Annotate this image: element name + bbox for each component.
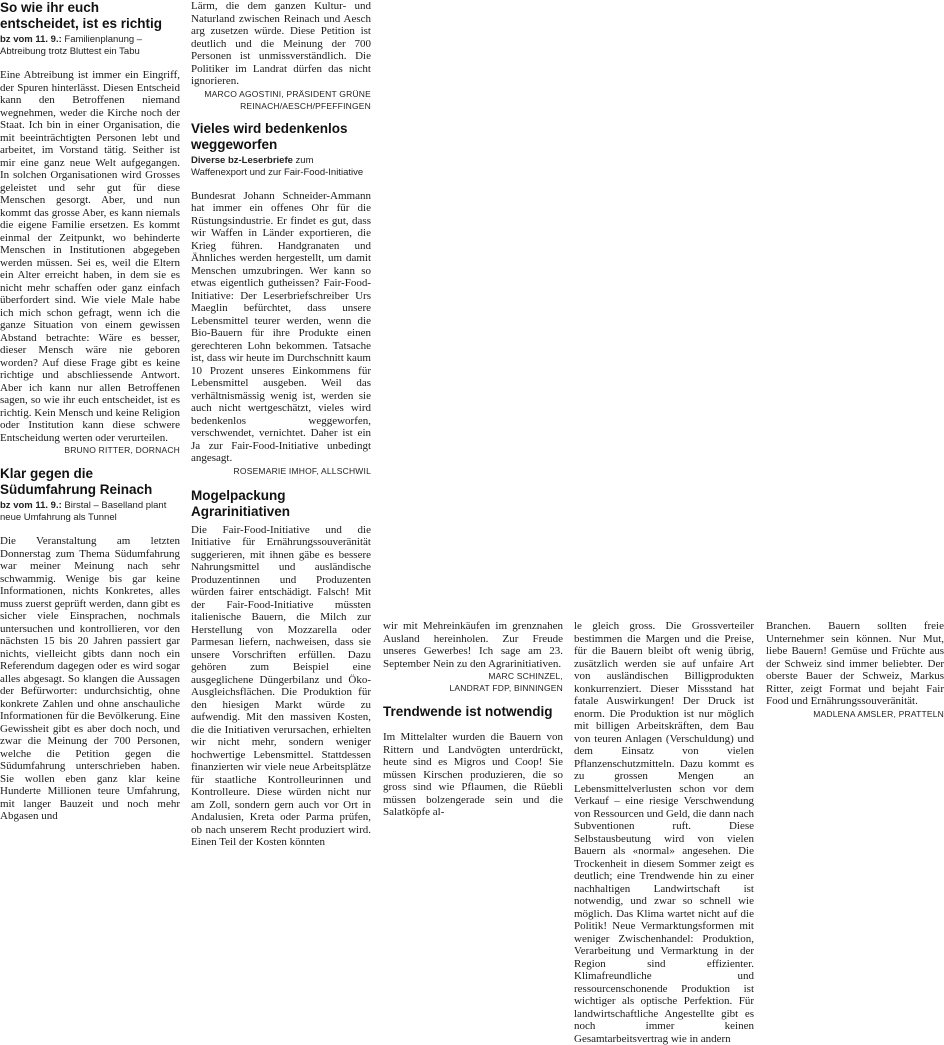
column-1 bbox=[0, 0, 180, 823]
letter-body: Im Mittelalter wurden die Bauern von Rittern und Landvögten unterdrückt, heute sind es Migros und Coop! Sie müssen Kirschen produzieren, die so gross sind wie Pflaumen, die Rüebli müssen bolzengerade sein und die Salatköpfe al- bbox=[383, 731, 563, 818]
headline-weggeworfen: Vieles wird bedenkenlos weggeworfen bbox=[191, 120, 348, 152]
reference-line bbox=[191, 155, 371, 179]
reference-source: bz vom 11. 9.: bbox=[0, 34, 62, 45]
letter-signature-line2: REINACH/AESCH/PFEFFINGEN bbox=[240, 100, 371, 111]
letter-body: Eine Abtreibung ist immer ein Eingriff, der Spuren hinterlässt. Diesen Entscheid kann den Betroffenen niemand wegnehmen, weder die Kirche noch der Staat. Ich bin in einer Organisation, die mit beeinträchtigten Personen lebt und arbeitet, im Vorstand tätig. Seither ist mir eine ganz neue Welt aufgegangen. In solchen Organisationen wird Grosses geleistet und sehr gut für diese Menschen gesorgt. Aber, und nun kommt das grosse Aber, es kann niemals die eigene Familie ersetzen. Es kommt einmal der Zeitpunkt, wo behinderte Menschen in Institutionen abgegeben werden müssen. Sei es, weil die Eltern ein Alter erreicht haben, in dem sie es nicht mehr schaffen oder ganz einfach überfordert sind. Wie viele Male habe ich mich schon gefragt, wenn ich die ganze Situation von einem gewissen Abstand betrachte: Wäre es besser, dieser Mensch wäre nie geboren worden? Auf diese Frage gibt es keine richtige und abschliessende Antwort. Aber ich kann nur allen Betroffenen sagen, so wie ihr euch entscheidet, ist es richtig. Kein Mensch und keine Religion oder Institution kann diese schwere Entscheidung werten oder verurteilen. bbox=[0, 69, 180, 444]
reference-source: Diverse bz-Leserbriefe bbox=[191, 154, 293, 166]
headline-mogelpackung: Mogelpackung Agrarinitiativen bbox=[191, 487, 291, 519]
letter-body-continued: Lärm, die dem ganzen Kultur- und Naturland zwischen Reinach und Aesch arg zusetzen würde. Diese Petition ist deutlich und die Meinung der 700 Personen ist unmissverständlich. Die Politiker im Landrat dürfen das nicht ignorieren. bbox=[191, 0, 371, 87]
reference-line bbox=[0, 500, 180, 524]
letter-signature: MARC SCHINZEL, bbox=[488, 671, 563, 681]
letter-body: Die Fair-Food-Initiative und die Initiative für Ernährungssouveränität suggerieren, mit ihnen gäbe es bessere Nahrungsmittel und ausländische Produzentinnen und Produzenten würden fairer entschädigt. Falsch! Mit der Fair-Food-Initiative müssten italienische Bauern, die Milch zur Herstellung von Mozzarella oder Parmesan liefern, nachweisen, dass sie unsere Vorschriften erfüllen. Dazu gehören zum Beispiel eine ausgeglichene Düngerbilanz und Öko-Ausgleichsflächen. Die Produktion für den hiesigen Markt würde zu aufwendig. Mit den massiven Kosten, die die Initiativen verursachen, erhielten wir nicht mehr, sondern weniger hochwertige Lebensmittel. Stattdessen finanzierten wir viele neue Arbeitsplätze für staatliche Kontrolleurinnen und Kontrolleure. Diese würden nicht nur am Zoll, sondern gern auch vor Ort in Andalusien, Kreta oder Parma prüfen, ob nach unserem Recht produziert wird. Einen Teil der Kosten könnten bbox=[191, 523, 371, 848]
headline-trendwende: Trendwende ist notwendig bbox=[383, 704, 553, 719]
column-5 bbox=[766, 620, 944, 720]
reference-topic: Familienplanung – Abtreibung trotz Bluttest ein Tabu bbox=[0, 34, 143, 57]
column-4 bbox=[574, 620, 754, 1045]
headline-abtreibung: So wie ihr euch entscheidet, ist es richtig bbox=[0, 0, 163, 31]
letter-signature: MADLENA AMSLER, PRATTELN bbox=[813, 708, 944, 719]
column-3 bbox=[383, 620, 563, 819]
letter-signature: MARCO AGOSTINI, PRÄSIDENT GRÜNE bbox=[204, 88, 371, 99]
letter-signature: ROSEMARIE IMHOF, ALLSCHWIL bbox=[233, 465, 371, 476]
letter-body: Die Veranstaltung am letzten Donnerstag zum Thema Südumfahrung war meiner Meinung nach sehr schwammig. Wenige bis gar keine Informationen, nichts Konkretes, alles muss zuerst geprüft werden, dann gibt es sicher viele Einsprachen, nochmals untersuchen und kontrollieren, vor den nächsten 15 bis 20 Jahren passiert gar nichts, vielleicht gibts dann noch ein Referendum dagegen oder es wird sogar alles abgesagt. So klangen die Aussagen der Befürworter: undurchsichtig, ohne konkrete Zahlen und ohne anschauliche Informationen für die Bevölkerung. Eine Gewissheit gibt es aber doch noch, und zwar die Meinung der 700 Personen, welche die Petition gegen die Südumfahrung unterschrieben haben. Sie wollen eben ganz klar keine Hunderte Millionen teure Umfahrung, mit langer Bauzeit und noch mehr Abgasen und bbox=[0, 535, 180, 822]
column-2 bbox=[191, 0, 371, 849]
letter-signature-line2: LANDRAT FDP, BINNINGEN bbox=[449, 683, 563, 693]
reference-line bbox=[0, 34, 180, 58]
letter-body-continued: Branchen. Bauern sollten freie Unternehmer sein können. Nur Mut, liebe Bauern! Gemüse und Früchte aus der Schweiz sind immer beliebter. Der oberste Bauer der Schweiz, Markus Ritter, zeigt Format und bejaht Fair Food und Ernährungssouveränität. bbox=[766, 620, 944, 707]
reference-topic: zum Waffenexport und zur Fair-Food-Initiative bbox=[191, 154, 364, 178]
letter-body-continued: wir mit Mehreinkäufen im grenznahen Ausland hereinholen. Zur Freude unseres Gewerbes! Ich sage am 23. September Nein zu den Agrarinitiativen. bbox=[383, 620, 563, 670]
reference-source: bz vom 11. 9.: bbox=[0, 500, 62, 511]
headline-suedumfahrung: Klar gegen die Südumfahrung Reinach bbox=[0, 466, 153, 497]
letter-signature: BRUNO RITTER, DORNACH bbox=[64, 445, 180, 455]
letter-body-continued: le gleich gross. Die Grossverteiler bestimmen die Margen und die Preise, für die Bauern bleibt oft wenig übrig, zusätzlich werden sie auf unfaire Art von ausländischen Billigprodukten konkurrenziert. Dieser Missstand hat fatale Auswirkungen! Der Druck ist enorm. Die Produktion ist nur möglich mit billigen Arbeitskräften, dem Bau von teuren Anlagen (Verschuldung) und dem Einsatz von vielen Pflanzenschutzmitteln. Dazu kommt es zu grossen Mengen an Lebensmittelverlusten schon vor dem Verkauf – eine riesige Verschwendung von Ressourcen und Geld, die dann nach Subventionen ruft. Diese Selbstausbeutung wird von vielen Bauern als «normal» angesehen. Die Trockenheit in diesem Sommer zeigt es deutlich; eine Trendwende hin zu einer nachhaltigen Landwirtschaft ist notwendig, und zwar so schnell wie möglich. Das Klima wartet nicht auf die Politik! Neue Vermarktungsformen mit weniger Zwischenhandel: Produktion, Verarbeitung und Vermarktung in der Region sind effizienter. Klimafreundliche und ressourcenschonende Produktion ist wichtiger als optische Perfektion. Für landwirtschaftliche Angestellte gibt es noch immer keinen Gesamtarbeitsvertrag wie in andern bbox=[574, 620, 754, 1045]
letter-body: Bundesrat Johann Schneider-Ammann hat immer ein offenes Ohr für die Rüstungsindustrie. Er findet es gut, dass wir Waffen in Länder exportieren, die Krieg führen. Handgranaten und Ähnliches werden hergestellt, um damit Menschen umzubringen. Wer kann so etwas eigentlich gutheissen? Fair-Food-Initiative: Der Leserbriefschreiber Urs Maeglin befürchtet, dass unsere Lebensmittel teurer werden, wenn die Bio-Bauern für ihre Produkte einen gerechteren Lohn bekommen. Tatsache ist, dass wir heute im Durchschnitt kaum 10 Prozent unseres Einkommens für Lebensmittel ausgeben. Weil das verhältnismässig wenig ist, werden sie auch nicht wertgeschätzt, vieles wird bedenkenlos weggeworfen, verschwendet, vernichtet. Daher ist ein Ja zur Fair-Food-Initiative unbedingt angesagt. bbox=[191, 189, 371, 464]
reference-topic: Birstal – Baselland plant neue Umfahrung als Tunnel bbox=[0, 500, 167, 523]
